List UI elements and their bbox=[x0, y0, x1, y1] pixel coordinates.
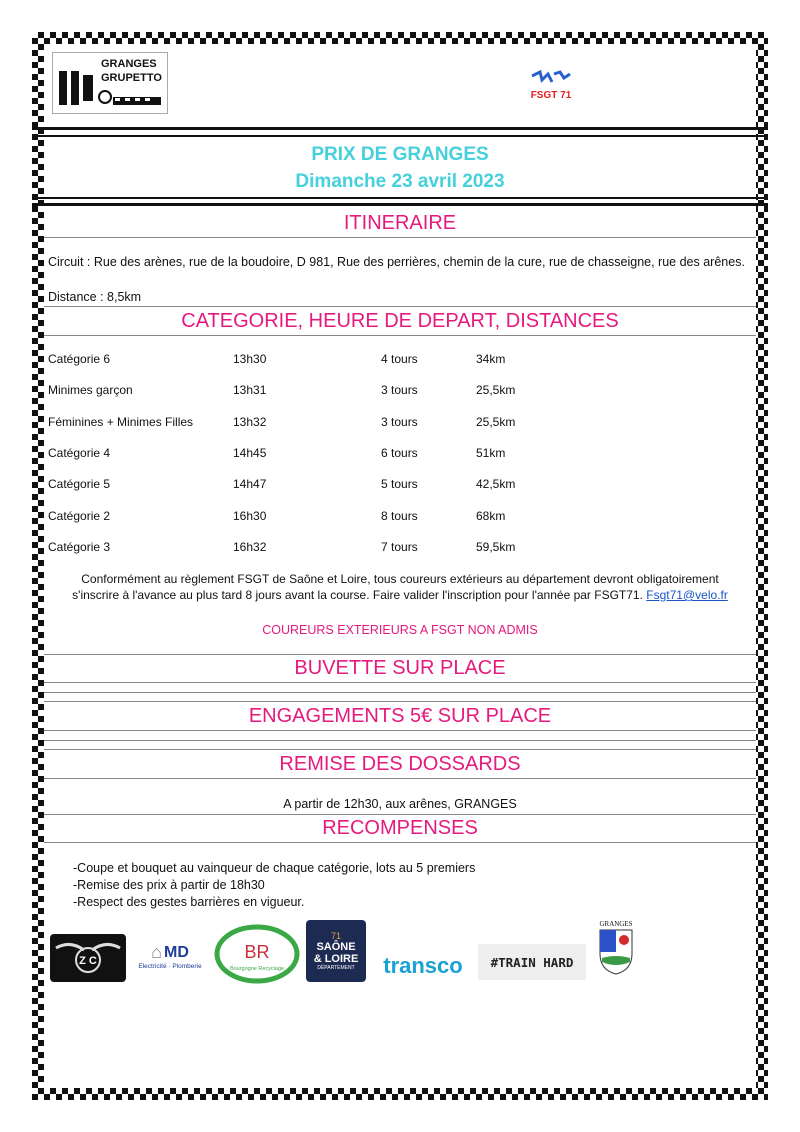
logo-text-granges: GRANGES bbox=[101, 58, 157, 70]
laps: 6 tours bbox=[381, 445, 418, 460]
recompenses-list bbox=[73, 860, 475, 911]
laps: 3 tours bbox=[381, 414, 418, 429]
sponsor-trainhard-logo bbox=[478, 944, 586, 980]
start-time: 13h30 bbox=[233, 352, 267, 366]
dept-label: DÉPARTEMENT bbox=[317, 965, 355, 971]
divider bbox=[44, 730, 756, 731]
fsgt-label: FSGT 71 bbox=[530, 90, 572, 101]
distance: 68km bbox=[476, 508, 506, 523]
dossards-text: A partir de 12h30, aux arênes, GRANGES bbox=[283, 797, 517, 811]
start-time: 13h31 bbox=[233, 383, 267, 398]
distance: 25,5km bbox=[476, 383, 516, 398]
sponsor-md-logo bbox=[134, 930, 206, 982]
sponsor-granges-crest-logo bbox=[594, 918, 638, 978]
granges-crest-label: GRANGES bbox=[599, 920, 633, 928]
saone-label: SAÔNE bbox=[316, 941, 356, 953]
distance: 59,5km bbox=[476, 539, 516, 554]
distance: 51km bbox=[476, 445, 506, 460]
non-admis-notice: COUREURS EXTERIEURS A FSGT NON ADMIS bbox=[262, 623, 538, 637]
buvette-heading: BUVETTE SUR PLACE bbox=[294, 657, 506, 679]
banner-line-top bbox=[32, 127, 768, 130]
email-link[interactable]: Fsgt71@velo.fr bbox=[646, 588, 728, 602]
fsgt71-logo bbox=[528, 68, 574, 114]
distance: 25,5km bbox=[476, 414, 516, 429]
engagements-heading: ENGAGEMENTS 5€ SUR PLACE bbox=[248, 705, 552, 727]
recompense-item: -Coupe et bouquet au vainqueur de chaque catégorie, lots au 5 premiers bbox=[73, 861, 476, 875]
saone-num: 71 bbox=[330, 931, 341, 941]
dossards-heading: REMISE DES DOSSARDS bbox=[279, 753, 521, 775]
divider bbox=[44, 749, 756, 750]
divider bbox=[44, 701, 756, 702]
md-label: MD bbox=[163, 943, 189, 961]
circuit-text: Circuit : Rue des arènes, rue de la boudoire, D 981, Rue des perrières, chemin de la cure, rue de chasseigne, rue des arênes. bbox=[48, 255, 745, 269]
itineraire-heading: ITINERAIRE bbox=[343, 212, 457, 234]
category-name: Catégorie 4 bbox=[48, 445, 111, 460]
start-time: 13h32 bbox=[233, 414, 267, 429]
transco-label: transco bbox=[383, 953, 463, 978]
sponsor-transco-logo bbox=[374, 950, 472, 982]
event-date: Dimanche 23 avril 2023 bbox=[295, 171, 505, 192]
reglement-line2 bbox=[44, 588, 756, 602]
br-label: BR bbox=[244, 942, 270, 962]
divider bbox=[44, 335, 756, 336]
sponsor-saone-loire-logo bbox=[306, 920, 366, 982]
sponsor-moto-club-logo bbox=[50, 934, 126, 982]
divider bbox=[44, 842, 756, 843]
laps: 4 tours bbox=[381, 352, 418, 366]
distance: 34km bbox=[476, 352, 506, 366]
categories-heading: CATEGORIE, HEURE DE DEPART, DISTANCES bbox=[181, 310, 619, 332]
divider bbox=[44, 692, 756, 693]
br-sub: Bourgogne Recyclage bbox=[229, 966, 285, 972]
divider bbox=[44, 682, 756, 683]
banner-line-bottom2 bbox=[32, 203, 768, 206]
granges-grupetto-logo bbox=[52, 52, 168, 114]
divider bbox=[44, 814, 756, 815]
sponsor-bourgogne-recyclage-logo bbox=[214, 924, 300, 984]
loire-label: & LOIRE bbox=[313, 953, 359, 965]
category-name: Féminines + Minimes Filles bbox=[48, 414, 194, 429]
divider bbox=[44, 654, 756, 655]
reglement-line1: Conformément au règlement FSGT de Saône et Loire, tous coureurs extérieurs au département devront obligatoirement bbox=[81, 572, 719, 586]
logo-text-grupetto: GRUPETTO bbox=[101, 72, 162, 84]
banner-line-top2 bbox=[32, 135, 768, 137]
category-name: Catégorie 2 bbox=[48, 508, 111, 523]
reglement-line2-text: s'inscrire à l'avance au plus tard 8 jours avant la course. Faire valider l'inscription pour l'année par FSGT71. bbox=[72, 588, 643, 602]
start-time: 16h32 bbox=[233, 539, 267, 554]
laps: 8 tours bbox=[381, 508, 418, 523]
divider bbox=[44, 237, 756, 238]
recompenses-heading: RECOMPENSES bbox=[322, 817, 478, 839]
start-time: 14h47 bbox=[233, 477, 267, 492]
start-time: 14h45 bbox=[233, 445, 267, 460]
laps: 5 tours bbox=[381, 477, 418, 492]
distance: 42,5km bbox=[476, 477, 516, 492]
banner-line-bottom bbox=[32, 197, 768, 199]
category-name: Minimes garçon bbox=[48, 383, 133, 398]
trainhard-label: #TRAIN HARD bbox=[490, 954, 574, 970]
laps: 7 tours bbox=[381, 539, 418, 554]
md-sub: Electricité · Plomberie bbox=[138, 963, 202, 970]
lightbulb-icon: ⌂ bbox=[151, 942, 162, 962]
divider bbox=[44, 740, 756, 741]
coat-of-arms-icon bbox=[598, 928, 634, 976]
recompense-item: -Remise des prix à partir de 18h30 bbox=[73, 878, 265, 892]
divider bbox=[44, 778, 756, 779]
recompense-item: -Respect des gestes barrières en vigueur. bbox=[73, 895, 305, 909]
divider bbox=[44, 306, 756, 307]
category-name: Catégorie 3 bbox=[48, 539, 111, 554]
event-title: PRIX DE GRANGES bbox=[311, 144, 489, 165]
distance-text: Distance : 8,5km bbox=[48, 290, 142, 304]
moto-label: Z C bbox=[79, 955, 97, 967]
category-name: Catégorie 6 bbox=[48, 352, 111, 366]
start-time: 16h30 bbox=[233, 508, 267, 523]
category-name: Catégorie 5 bbox=[48, 477, 111, 492]
flyer-page bbox=[44, 44, 756, 1088]
laps: 3 tours bbox=[381, 383, 418, 398]
